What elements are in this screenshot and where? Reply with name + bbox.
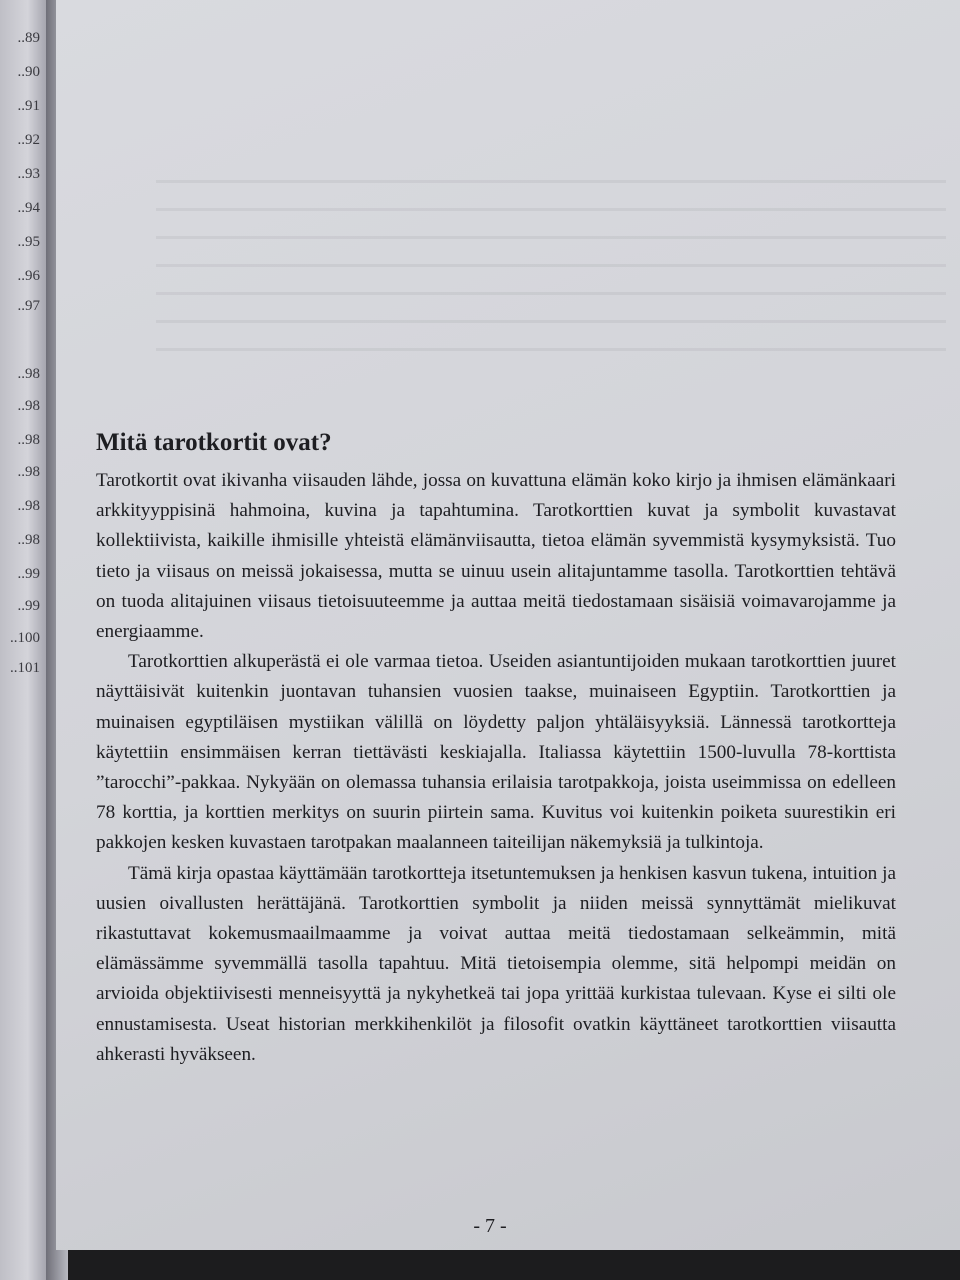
show-through-text [156, 180, 946, 390]
left-page-number-13: ..98 [17, 498, 40, 514]
left-page-number-10: ..98 [17, 398, 40, 414]
section-heading: Mitä tarotkortit ovat? [96, 429, 332, 456]
left-page-number-2: ..91 [17, 98, 40, 114]
left-page-number-8: ..97 [17, 298, 40, 314]
paragraph-2: Tarotkorttien alkuperästä ei ole varmaa tietoa. Useiden asiantuntijoiden mukaan tarotkorttien juuret näyttäisivät kuitenkin juontavan tuhansien vuosien taakse, muinaiseen Egyptiin. Tarotkorttien ja muinaisen egyptiläisen mystiikan välillä on löydetty paljon yhtäläisyyksiä. Lännessä tarotkortteja käytettiin ensimmäisen kerran tiettävästi keskiajalla. Italiassa käytettiin 1500-luvulla 78-korttista ”tarocchi”-pakkaa. Nykyään on olemassa tuhansia erilaisia tarotpakkoja, joista useimmissa on edelleen 78 korttia, ja korttien merkitys on suurin piirtein sama. Kuvitus voi kuitenkin poiketa suurestikin eri pakkojen kesken kuvastaen tarotpakan maalanneen taiteilijan näkemyksiä ja tulkintoja. [96, 651, 896, 854]
left-page-number-14: ..98 [17, 532, 40, 548]
left-page-number-1: ..90 [17, 64, 40, 80]
paragraph-3: Tämä kirja opastaa käyttämään tarotkortteja itsetuntemuksen ja henkisen kasvun tukena, intuition ja uusien oivallusten herättäjänä. Tarotkorttien symbolit ja niiden meissä synnyttämät mielikuvat rikastuttavat kokemusmaailmaamme ja voivat auttaa meitä tiedostamaan selkeämmin, mitä elämässämme syvemmällä tasolla tapahtuu. Mitä tietoisempia olemme, sitä helpompi meidän on arvioida objektiivisesti menneisyyttä ja nykyhetkeä tai jopa yrittää kurkistaa tulevaan. Kyse ei silti ole ennustamisesta. Useat historian merkkihenkilöt ja filosofit ovatkin käyttäneet tarotkorttien viisautta ahkerasti hyväkseen. [96, 862, 896, 1065]
left-page-number-3: ..92 [17, 132, 40, 148]
left-page-number-5: ..94 [17, 200, 40, 216]
page-number: - 7 - [473, 1215, 507, 1237]
left-page-number-0: ..89 [17, 30, 40, 46]
left-page-number-12: ..98 [17, 464, 40, 480]
left-page-number-16: ..99 [17, 598, 40, 614]
left-page-number-7: ..96 [17, 268, 40, 284]
left-page-number-11: ..98 [17, 432, 40, 448]
left-page-edge [0, 0, 50, 1280]
left-page-number-15: ..99 [17, 566, 40, 582]
paragraph-1: Tarotkortit ovat ikivanha viisauden lähde, jossa on kuvattuna elämän koko kirjo ja ihmisen elämänkaari arkkityyppisinä hahmoina, kuvina ja tapahtumina. Tarotkorttien kuvat ja symbolit kuvastavat kollektiivista, kaikille ihmisille yhteistä elämänviisautta, tietoa elämän syvemmistä kysymyksistä. Tuo tieto ja viisaus on meissä jokaisessa, mutta se uinuu usein alitajuntamme tasolla. Tarotkorttien tehtävä on tuoda alitajuinen viisaus tietoisuuteemme ja auttaa meitä tiedostamaan sisäisiä voimavarojamme ja energiaamme. [96, 470, 896, 643]
left-page-number-18: ..101 [10, 660, 40, 676]
left-page-number-9: ..98 [17, 366, 40, 382]
left-page-number-6: ..95 [17, 234, 40, 250]
left-page-number-4: ..93 [17, 166, 40, 182]
page-content [96, 426, 896, 1070]
left-page-number-17: ..100 [10, 630, 40, 646]
